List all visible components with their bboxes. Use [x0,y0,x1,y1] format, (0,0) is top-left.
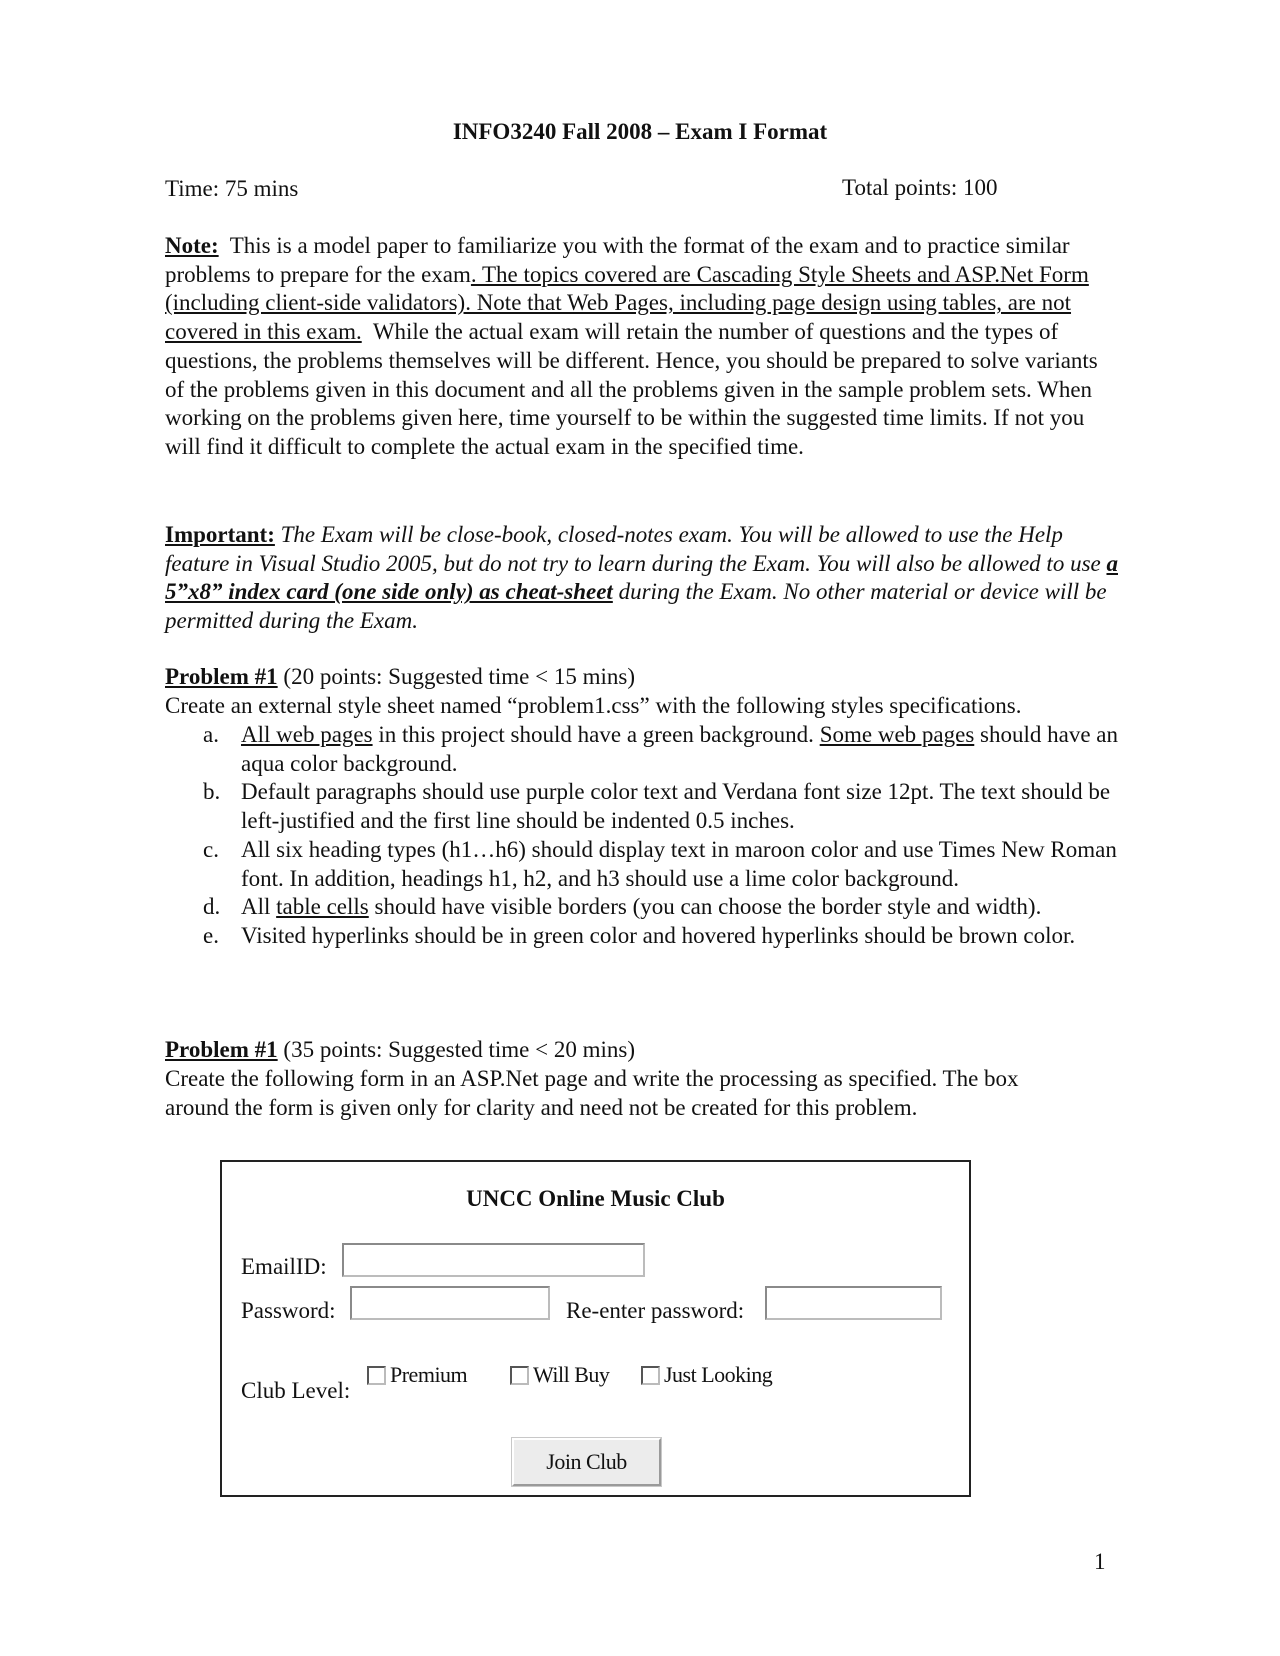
join-club-button[interactable]: Join Club [512,1438,661,1486]
list-item: e. Visited hyperlinks should be in green color and hovered hyperlinks should be brown color. [203,922,1076,948]
note-underlined: . The topics covered are Cascading Style Sheets and ASP.Net Form (including client-side validators). Note that Web Pages, including page design using tables, are not covered in this exam. [165,261,1089,345]
reenter-label: Re-enter password: [566,1298,745,1323]
problem2-label: Problem #1 [165,1037,278,1062]
list-item: a. All web pages in this project should have a green background. Some web pages should have an aqua color background. [203,722,1118,776]
note-paragraph [165,232,1120,462]
checkbox-will-buy[interactable]: Will Buy [510,1362,609,1388]
important-emphasis: a 5”x8” index card (one side only) as cheat-sheet [165,550,1118,605]
problem1-list [165,721,1125,951]
problem2-line-1: Create the following form in an ASP.Net page and write the processing as specified. The box [165,1066,1019,1091]
important-text-2: during the Exam. No other material or device will be permitted during the Exam. [165,579,1107,634]
problem2-line-2: around the form is given only for clarity and need not be created for this problem. [165,1095,918,1120]
page-number: 1 [1094,1549,1106,1574]
problem1-label: Problem #1 [165,664,278,689]
note-text-2: While the actual exam will retain the number of questions and the types of questions, the problems themselves will be different. Hence, you should be prepared to solve variants of the problems given in this document and all the problems given in the sample problem sets. When working on the problems given here, time yourself to be within the suggested time limits. If not you will find it difficult to complete the actual exam in the specified time. [165,319,1098,459]
checkbox-icon[interactable] [641,1366,660,1385]
problem2-meta: (35 points: Suggested time < 20 mins) [283,1037,635,1062]
problem1-meta: (20 points: Suggested time < 15 mins) [283,664,635,689]
password-label: Password: [241,1298,336,1323]
important-text-1: The Exam will be close-book, closed-notes exam. You will be allowed to use the Help feature in Visual Studio 2005, but do not try to learn during the Exam. You will also be allowed to use [165,522,1101,576]
form-box [220,1160,971,1497]
list-item: c. All six heading types (h1…h6) should display text in maroon color and use Times New Roman font. In addition, headings h1, h2, and h3 should use a lime color background. [203,836,1117,891]
time-label: Time: 75 mins [165,176,299,201]
email-label: EmailID: [241,1254,327,1279]
note-label: Note: [165,233,219,258]
total-points: Total points: 100 [842,175,998,200]
important-label: Important: [165,522,275,547]
checkbox-premium[interactable]: Premium [367,1362,467,1388]
password-input[interactable] [350,1286,550,1320]
checkbox-icon[interactable] [510,1366,529,1385]
reenter-password-input[interactable] [765,1286,942,1320]
problem2-heading [165,1036,635,1065]
list-item: b. Default paragraphs should use purple color text and Verdana font size 12pt. The text should be left-justified and the first line should be indented 0.5 inches. [203,779,1111,834]
form-title: UNCC Online Music Club [466,1186,725,1211]
page-title: INFO3240 Fall 2008 – Exam I Format [452,119,828,144]
problem1-intro: Create an external style sheet named “problem1.css” with the following styles specifications. [165,693,1022,718]
club-level-label: Club Level: [241,1378,351,1403]
list-item: d. All table cells should have visible borders (you can choose the border style and width). [203,894,1042,920]
email-input[interactable] [342,1243,645,1277]
note-text-1: This is a model paper to familiarize you with the format of the exam and to practice similar problems to prepare for the exam [165,233,1070,287]
checkbox-icon[interactable] [367,1366,386,1385]
problem1-heading [165,663,635,692]
important-paragraph [165,521,1120,636]
checkbox-just-looking[interactable]: Just Looking [641,1362,772,1388]
